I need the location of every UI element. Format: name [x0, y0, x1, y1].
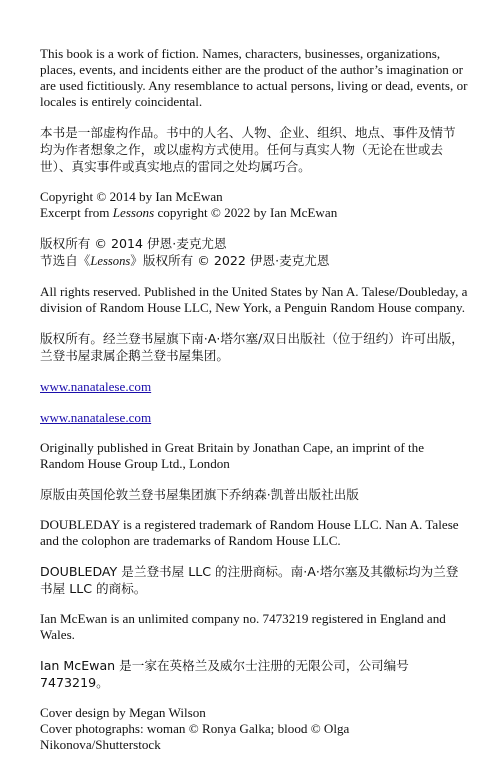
copyright-block-en	[40, 189, 468, 221]
rights-notice-en: All rights reserved. Published in the United States by Nan A. Talese/Doubleday, a division of Random House LLC, New York, a Penguin Random House company.	[40, 284, 468, 315]
cover-photo-credit: Cover photographs: woman © Ronya Galka; blood © Olga Nikonova/Shutterstock	[40, 721, 350, 752]
copyright-line-zh: 版权所有 © 2014 伊恩·麦克尤恩	[40, 236, 227, 251]
copyright-line-en: Copyright © 2014 by Ian McEwan	[40, 189, 223, 204]
copyright-page	[40, 46, 468, 767]
cover-credits	[40, 705, 468, 753]
origin-notice-en: Originally published in Great Britain by Jonathan Cape, an imprint of the Random House Group Ltd., London	[40, 440, 425, 471]
fiction-notice-zh: 本书是一部虚构作品。书中的人名、人物、企业、组织、地点、事件及情节均为作者想象之作，或以虚构方式使用。任何与真实人物（无论在世或去世）、真实事件或真实地点的雷同之处均属巧合。	[40, 125, 456, 174]
publisher-link-2[interactable]: www.nanatalese.com	[40, 410, 152, 425]
rights-notice-zh: 版权所有。经兰登书屋旗下南·A·塔尔塞/双日出版社（位于纽约）许可出版，兰登书屋隶属企鹅兰登书屋集团。	[40, 331, 464, 363]
excerpt-line-en	[40, 205, 468, 221]
excerpt-suffix-en: copyright © 2022 by Ian McEwan	[154, 205, 338, 220]
excerpt-suffix-zh: 》版权所有 © 2022 伊恩·麦克尤恩	[130, 253, 330, 268]
trademark-notice-en: DOUBLEDAY is a registered trademark of Random House LLC. Nan A. Talese and the colophon are trademarks of Random House LLC.	[40, 517, 459, 548]
copyright-block-zh	[40, 235, 468, 270]
origin-notice-zh: 原版由英国伦敦兰登书屋集团旗下乔纳森·凯普出版社出版	[40, 487, 359, 502]
company-notice-zh: Ian McEwan 是一家在英格兰及威尔士注册的无限公司，公司编号 7473219。	[40, 658, 409, 690]
fiction-notice-en: This book is a work of fiction. Names, characters, businesses, organizations, places, events, and incidents either are the product of the author’s imagination or are used fictitiously. Any resemblance to actual persons, living or dead, events, or locales is entirely coincidental.	[40, 46, 468, 109]
excerpt-line-zh	[40, 252, 468, 270]
trademark-notice-zh: DOUBLEDAY 是兰登书屋 LLC 的注册商标。南·A·塔尔塞及其徽标均为兰登书屋 LLC 的商标。	[40, 564, 459, 596]
excerpt-title-en: Lessons	[112, 205, 155, 220]
excerpt-prefix-en: Excerpt from	[40, 205, 113, 220]
cover-design-credit: Cover design by Megan Wilson	[40, 705, 206, 720]
excerpt-prefix-zh: 节选自《	[40, 253, 91, 268]
excerpt-title-zh: Lessons	[90, 254, 131, 268]
company-notice-en: Ian McEwan is an unlimited company no. 7473219 registered in England and Wales.	[40, 611, 446, 642]
publisher-link-1[interactable]: www.nanatalese.com	[40, 379, 152, 394]
